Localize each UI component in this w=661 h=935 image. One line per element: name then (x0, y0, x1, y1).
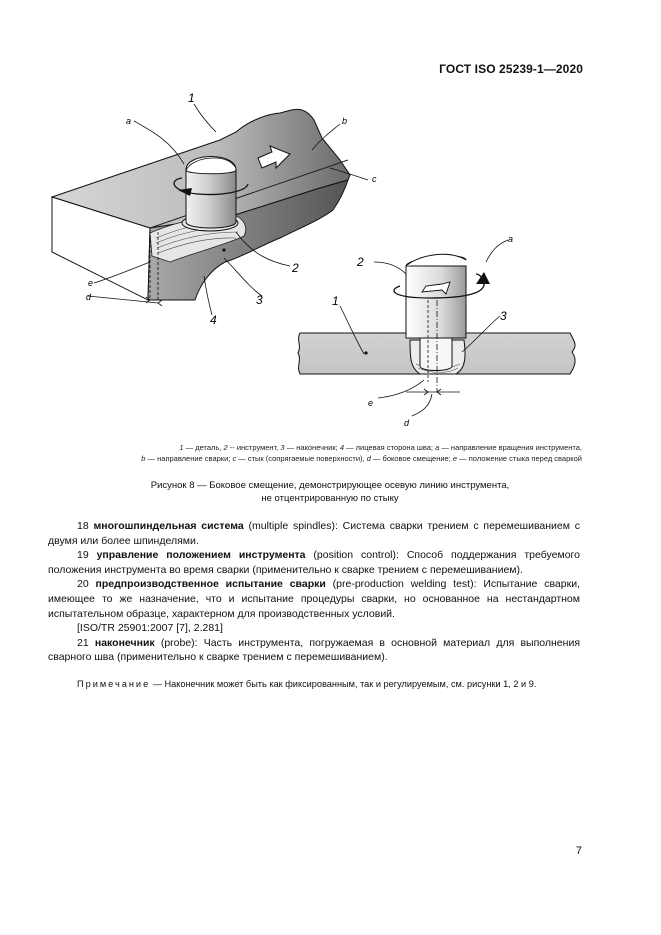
label-4: 4 (210, 313, 217, 327)
label-a: a (126, 116, 132, 126)
label-3: 3 (256, 293, 263, 307)
label-3-section: 3 (500, 309, 507, 323)
definition-20: 20 предпроизводственное испытание сварки (pre-production welding test): Испытание сварки, имеющее то же назначение, что и испытание процедуры сварки, но основанное на нестандартном испытательном образце, характерном для производственных условий. (48, 578, 580, 620)
label-d: d (86, 292, 92, 302)
label-1-section: 1 (332, 294, 339, 308)
definition-18: 18 многошпиндельная система (multiple spindles): Система сварки трением с перемешиванием с двумя или более шпинделями. (48, 520, 581, 547)
definitions-text (48, 519, 580, 692)
figure-8 (0, 0, 661, 440)
definition-19: 19 управление положением инструмента (position control): Способ поддержания требуемого положения инструмента во время сварки (применительно к сварке трением с перемешиванием). (48, 549, 580, 576)
standard-code: ГОСТ ISO 25239-1—2020 (439, 62, 583, 76)
label-d-section: d (404, 418, 410, 428)
isometric-view (52, 104, 368, 315)
figure-caption: Рисунок 8 — Боковое смещение, демонстрирующее осевую линию инструмента, не отцентрированную по стыку (150, 480, 510, 504)
reference: [ISO/TR 25901:2007 [7], 2.281] (77, 622, 223, 635)
label-1: 1 (188, 91, 195, 105)
label-2: 2 (292, 261, 299, 275)
label-2-section: 2 (357, 255, 364, 269)
cross-section-view (222, 240, 575, 416)
tool-left (186, 170, 236, 228)
figure-legend: 1 — деталь, 2 -- инструмент, 3 — наконечник; 4 — лицевая сторона шва; a — направление вращения инструмента, b — направление сварки; c — стык (сопрягаемые поверхности), d — боковое смещение; e — положение стыка перед сваркой (141, 443, 582, 463)
label-a-section: a (508, 234, 514, 244)
note: Примечание — Наконечник может быть как фиксированным, так и регулируемым, см. рисунки 1, 2 и 9. (77, 678, 537, 689)
label-e: e (88, 278, 94, 288)
definition-21: 21 наконечник (probe): Часть инструмента, погружаемая в основной материал для выполнения сварного шва (применительно к сварке трением с перемешиванием). (48, 636, 581, 664)
label-b: b (342, 116, 348, 126)
label-c: c (372, 174, 377, 184)
tool-right (406, 266, 466, 338)
label-e-section: e (368, 398, 374, 408)
page-number: 7 (575, 845, 582, 857)
